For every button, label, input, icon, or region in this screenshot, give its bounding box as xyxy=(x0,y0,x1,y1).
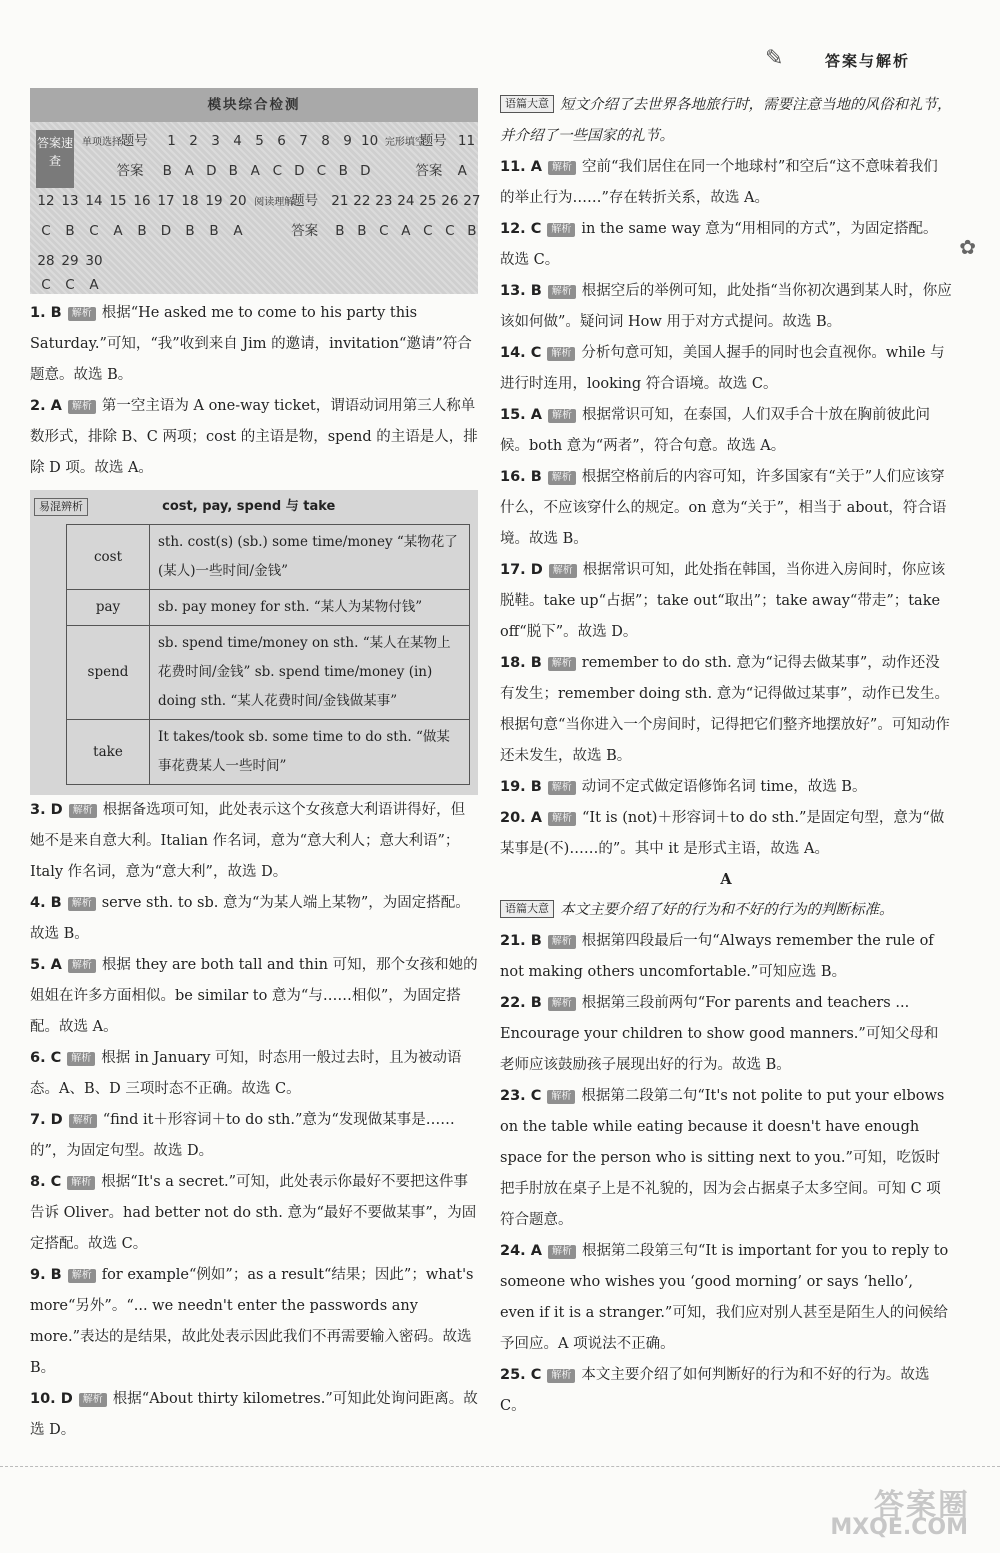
answer-cell: 24 xyxy=(397,193,415,209)
answer-cell: C xyxy=(41,277,51,293)
question-item xyxy=(500,988,952,1081)
answer-cell: 4 xyxy=(233,133,242,149)
question-item xyxy=(30,1384,478,1446)
question-item xyxy=(30,950,478,1043)
analysis-badge: 解析 xyxy=(68,1269,96,1283)
analysis-badge: 解析 xyxy=(549,564,577,578)
question-explanation: 空前“我们居住在同一个地球村”和空后“这不意味着我们的举止行为……”存在转折关系，故选 A。 xyxy=(500,159,938,206)
answer-cell: D xyxy=(206,163,217,179)
answer-cell: A xyxy=(113,223,123,239)
answer-row-6 xyxy=(34,272,474,298)
note-usage: sth. cost(s) (sb.) some time/money “某物花了(某人)一些时间/金钱” xyxy=(150,525,470,590)
question-item xyxy=(30,391,478,484)
note-label: 易混辨析 xyxy=(34,498,88,516)
answer-cell: A xyxy=(89,277,99,293)
answer-cell: 15 xyxy=(109,193,127,209)
answer-row-3: 12 13 14 15 16 17 18 19 20 阅读理解 题号 21 22 23 24 25 26 27 xyxy=(34,188,474,214)
answer-cell: 19 xyxy=(205,193,223,209)
analysis-badge: 解析 xyxy=(547,1090,575,1104)
question-number: 7. D xyxy=(30,1112,63,1128)
note-row xyxy=(67,626,470,720)
answer-cell: 7 xyxy=(299,133,308,149)
answer-cell: 29 xyxy=(61,253,79,269)
question-explanation: 根据第二段第三句“It is important for you to reply to someone who wishes you ‘good morning’ or says ‘hello’, even if it is a stranger.”可知，我们应对别人甚至是陌生人的问候给予回应。A 项说法不正确。 xyxy=(500,1243,949,1352)
answer-cell: C xyxy=(65,277,75,293)
question-explanation: for example“例如”；as a result“结果；因此”；what's more“另外”。“... we needn't enter the passwords any more.”表达的是结果，故此处表示因此我们不再需要输入密码。故选 B。 xyxy=(30,1267,474,1376)
question-item xyxy=(500,772,952,803)
answer-cell: B xyxy=(338,163,348,179)
analysis-badge: 解析 xyxy=(548,657,576,671)
right-question-list-2 xyxy=(500,926,952,1422)
question-item xyxy=(500,400,952,462)
note-head xyxy=(30,496,478,518)
question-item xyxy=(30,1043,478,1105)
answer-cell: A xyxy=(233,223,243,239)
answer-table-title: 模块综合检测 xyxy=(30,88,478,122)
answer-cell: B xyxy=(467,223,477,239)
analysis-badge: 解析 xyxy=(548,781,576,795)
question-explanation: serve sth. to sb. 意为“为某人端上某物”，为固定搭配。故选 B。 xyxy=(30,895,470,942)
question-number: 1. B xyxy=(30,305,62,321)
question-explanation: 根据 in January 可知，时态用一般过去时，且为被动语态。A、B、D 三项时态不正确。故选 C。 xyxy=(30,1050,462,1097)
answer-cell: 22 xyxy=(353,193,371,209)
analysis-badge: 解析 xyxy=(548,812,576,826)
question-number: 10. D xyxy=(30,1391,73,1407)
answer-cell: A xyxy=(250,163,260,179)
question-number: 2. A xyxy=(30,398,62,414)
question-item xyxy=(500,1081,952,1236)
section-letter: A xyxy=(720,871,732,888)
answer-cell: B xyxy=(335,223,345,239)
answer-cell: A xyxy=(401,223,411,239)
answer-quick-table xyxy=(30,88,481,294)
question-explanation: 根据常识可知，在泰国，人们双手合十放在胸前彼此问候。both 意为“两者”，符合句意。故选 A。 xyxy=(500,407,930,454)
analysis-badge: 解析 xyxy=(548,935,576,949)
note-table xyxy=(66,524,470,785)
question-item xyxy=(30,1167,478,1260)
question-number: 23. C xyxy=(500,1088,542,1104)
summary-text: 本文主要介绍了好的行为和不好的行为的判断标准。 xyxy=(560,902,894,918)
question-number: 3. D xyxy=(30,802,63,818)
answer-cell: 18 xyxy=(181,193,199,209)
watermark-logo: 答案圈 xyxy=(874,1488,970,1523)
answer-row-4: C B C A B D B B A 答案 B B C A C C B xyxy=(34,218,474,244)
analysis-badge: 解析 xyxy=(547,347,575,361)
question-explanation: 根据第二段第二句“It's not polite to put your elbows on the table while eating because it doesn't have enough space for the person who is sitting next to you.”可知，吃饭时把手肘放在桌子上是不礼貌的，因为会占据桌子太多空间。可知 C 项符合题意。 xyxy=(500,1088,945,1228)
analysis-badge: 解析 xyxy=(548,409,576,423)
question-explanation: 本文主要介绍了如何判断好的行为和不好的行为。故选 C。 xyxy=(500,1367,930,1414)
answer-cell: 14 xyxy=(85,193,103,209)
question-item xyxy=(500,152,952,214)
summary-label: 语篇大意 xyxy=(500,900,554,918)
question-explanation: 根据“It's a secret.”可知，此处表示你最好不要把这件事告诉 Oliver。had better not do sth. 意为“最好不要做某事”，为固定搭配。故选 C。 xyxy=(30,1174,477,1252)
answer-cell: 13 xyxy=(61,193,79,209)
question-explanation: 分析句意可知，美国人握手的同时也会直视你。while 与进行时连用，looking 符合语境。故选 C。 xyxy=(500,345,945,392)
answer-cell: A xyxy=(184,163,194,179)
answer-cell: C xyxy=(316,163,327,179)
analysis-badge: 解析 xyxy=(69,1114,97,1128)
answer-cell: 20 xyxy=(229,193,247,209)
answer-cell: B xyxy=(185,223,195,239)
watermark-url: MXQE.COM xyxy=(830,1515,968,1540)
question-explanation: remember to do sth. 意为“记得去做某事”，动作还没有发生；remember doing sth. 意为“记得做过某事”，动作已发生。根据句意“当你进入一个房间时，记得把它们整齐地摆放好”。可知动作还未发生，故选 B。 xyxy=(500,655,950,764)
analysis-badge: 解析 xyxy=(548,1245,576,1259)
note-usage: sb. pay money for sth. “某人为某物付钱” xyxy=(150,590,470,626)
question-explanation: 根据空格前后的内容可知，许多国家有“关于”人们应该穿什么，不应该穿什么的规定。on 意为“关于”，相当于 about，符合语境。故选 B。 xyxy=(500,469,947,547)
answer-cell: 2 xyxy=(189,133,198,149)
left-question-list-2 xyxy=(30,795,478,1446)
question-number: 17. D xyxy=(500,562,543,578)
question-item xyxy=(30,795,478,888)
analysis-badge: 解析 xyxy=(548,997,576,1011)
analysis-badge: 解析 xyxy=(548,161,576,175)
analysis-badge: 解析 xyxy=(68,400,96,414)
question-item xyxy=(500,926,952,988)
question-item xyxy=(500,803,952,865)
question-number: 11. A xyxy=(500,159,542,175)
analysis-badge: 解析 xyxy=(548,285,576,299)
question-explanation: 第一空主语为 A one-way ticket，谓语动词用第三人称单数形式，排除 B、C 两项；cost 的主语是物，spend 的主语是人，排除 D 项。故选 A。 xyxy=(30,398,478,476)
answer-cell: C xyxy=(445,223,455,239)
question-number: 9. B xyxy=(30,1267,62,1283)
answer-cell: 27 xyxy=(463,193,481,209)
question-number: 15. A xyxy=(500,407,542,423)
question-explanation: 根据“About thirty kilometres.”可知此处询问距离。故选 D。 xyxy=(30,1391,478,1438)
answer-cell: B xyxy=(357,223,367,239)
answer-cell: D xyxy=(360,163,371,179)
footer-divider xyxy=(0,1466,1000,1467)
note-word: spend xyxy=(67,626,150,720)
note-row xyxy=(67,525,470,590)
question-item xyxy=(500,1236,952,1360)
question-item xyxy=(500,276,952,338)
answer-cell: D xyxy=(294,163,305,179)
question-number: 8. C xyxy=(30,1174,62,1190)
question-number: 25. C xyxy=(500,1367,542,1383)
question-number: 22. B xyxy=(500,995,542,1011)
analysis-badge: 解析 xyxy=(547,1369,575,1383)
question-item xyxy=(500,1360,952,1422)
answer-cell: 6 xyxy=(277,133,286,149)
answer-cell: 21 xyxy=(331,193,349,209)
answer-cell: C xyxy=(89,223,99,239)
question-number: 4. B xyxy=(30,895,62,911)
analysis-badge: 解析 xyxy=(67,1052,95,1066)
question-number: 14. C xyxy=(500,345,542,361)
answer-cell: 1 xyxy=(167,133,176,149)
question-explanation: 动词不定式做定语修饰名词 time，故选 B。 xyxy=(581,779,867,795)
question-number: 5. A xyxy=(30,957,62,973)
note-word: take xyxy=(67,720,150,785)
note-word: cost xyxy=(67,525,150,590)
answer-cell: C xyxy=(272,163,283,179)
question-explanation: 根据备选项可知，此处表示这个女孩意大利语讲得好，但她不是来自意大利。Italian 作名词，意为“意大利人；意大利语”；Italy 作名词，意为“意大利”，故选 D。 xyxy=(30,802,466,880)
analysis-badge: 解析 xyxy=(68,959,96,973)
analysis-badge: 解析 xyxy=(547,223,575,237)
doodle-icon: ✎ xyxy=(765,46,784,71)
answer-cell: B xyxy=(137,223,147,239)
answer-cell: 3 xyxy=(211,133,220,149)
note-usage: It takes/took sb. some time to do sth. “做某事花费某人一些时间” xyxy=(150,720,470,785)
question-number: 16. B xyxy=(500,469,542,485)
question-explanation: in the same way 意为“用相同的方式”，为固定搭配。故选 C。 xyxy=(500,221,938,268)
question-item xyxy=(500,462,952,555)
answer-cell: D xyxy=(160,223,172,239)
analysis-badge: 解析 xyxy=(548,471,576,485)
header-title: 答案与解析 xyxy=(824,52,910,70)
summary-label: 语篇大意 xyxy=(500,95,554,113)
left-question-list-1 xyxy=(30,298,478,484)
question-explanation: “It is (not)＋形容词＋to do sth.”是固定句型，意为“做某事是(不)……的”。其中 it 是形式主语，故选 A。 xyxy=(500,810,945,857)
question-number: 12. C xyxy=(500,221,542,237)
question-item xyxy=(500,338,952,400)
question-explanation: 根据“He asked me to come to his party this Saturday.”可知，“我”收到来自 Jim 的邀请，invitation“邀请”符合题意。故选 B。 xyxy=(30,305,472,383)
question-item xyxy=(30,1105,478,1167)
answer-cell: 26 xyxy=(441,193,459,209)
summary-text: 短文介绍了去世界各地旅行时，需要注意当地的风俗和礼节，并介绍了一些国家的礼节。 xyxy=(500,97,952,144)
analysis-badge: 解析 xyxy=(68,897,96,911)
answer-cell: 9 xyxy=(343,133,352,149)
question-explanation: 根据常识可知，此处指在韩国，当你进入房间时，你应该脱鞋。take up“占据”；take out“取出”；take away“带走”；take off“脱下”。故选 D。 xyxy=(500,562,946,640)
answer-row-1: 单项选择 题号 1 2 3 4 5 6 7 8 9 10 完形填空 题号 11 xyxy=(82,128,474,154)
right-question-list-1 xyxy=(500,152,952,865)
question-explanation: 根据第三段前两句“For parents and teachers ... Encourage your children to show good manners.”可知父母和老师应该鼓励孩子展现出好的行为。故选 B。 xyxy=(500,995,939,1073)
question-item xyxy=(500,648,952,772)
answer-cell: 10 xyxy=(361,133,379,149)
question-item xyxy=(500,214,952,276)
question-number: 6. C xyxy=(30,1050,62,1066)
note-row xyxy=(67,590,470,626)
answer-cell: C xyxy=(379,223,389,239)
question-explanation: “find it＋形容词＋to do sth.”意为“发现做某事是……的”，为固定句型。故选 D。 xyxy=(30,1112,455,1159)
note-usage: sb. spend time/money on sth. “某人在某物上花费时间/金钱” sb. spend time/money (in) doing sth. “某人花费时间/金钱做某事” xyxy=(150,626,470,720)
question-item xyxy=(30,888,478,950)
answer-cell: 16 xyxy=(133,193,151,209)
note-word: pay xyxy=(67,590,150,626)
page-header xyxy=(740,42,970,72)
question-number: 13. B xyxy=(500,283,542,299)
figure-doodle-icon: ✿ xyxy=(959,235,976,259)
note-heading: cost, pay, spend 与 take xyxy=(162,499,336,514)
answer-cell: B xyxy=(209,223,219,239)
passage-summary-1 xyxy=(500,90,952,152)
analysis-badge: 解析 xyxy=(79,1393,107,1407)
answer-cell: 25 xyxy=(419,193,437,209)
question-number: 20. A xyxy=(500,810,542,826)
answer-cell: B xyxy=(65,223,75,239)
answer-cell: 28 xyxy=(37,253,55,269)
answer-cell: 8 xyxy=(321,133,330,149)
right-column xyxy=(500,88,952,1422)
answer-cell: 12 xyxy=(37,193,55,209)
answer-cell: 17 xyxy=(157,193,175,209)
analysis-badge: 解析 xyxy=(67,1176,95,1190)
answer-row-2: 答案 B A D B A C D C B D 答案 A xyxy=(108,158,474,184)
question-item xyxy=(500,555,952,648)
answer-cell: B xyxy=(162,163,172,179)
confusion-note-box xyxy=(30,490,478,795)
question-explanation: 根据第四段最后一句“Always remember the rule of not making others uncomfortable.”可知应选 B。 xyxy=(500,933,934,980)
passage-summary-2 xyxy=(500,895,952,926)
question-number: 18. B xyxy=(500,655,542,671)
question-item xyxy=(30,1260,478,1384)
analysis-badge: 解析 xyxy=(69,804,97,818)
answer-cell: C xyxy=(41,223,51,239)
question-item xyxy=(30,298,478,391)
answer-cell: C xyxy=(423,223,433,239)
answer-cell: B xyxy=(228,163,238,179)
question-explanation: 根据空后的举例可知，此处指“当你初次遇到某人时，你应该如何做”。疑问词 How 用于对方式提问。故选 B。 xyxy=(500,283,952,330)
answer-cell: 30 xyxy=(85,253,103,269)
left-column xyxy=(30,88,481,1446)
question-number: 24. A xyxy=(500,1243,542,1259)
answer-cell: 5 xyxy=(255,133,264,149)
question-number: 21. B xyxy=(500,933,542,949)
analysis-badge: 解析 xyxy=(68,307,96,321)
answer-table-tag: 答案速查 xyxy=(36,130,74,188)
question-explanation: 根据 they are both tall and thin 可知，那个女孩和她的姐姐在许多方面相似。be similar to 意为“与……相似”，为固定搭配。故选 A。 xyxy=(30,957,478,1035)
answer-row-5 xyxy=(34,248,474,274)
note-row xyxy=(67,720,470,785)
answer-cell: 23 xyxy=(375,193,393,209)
question-number: 19. B xyxy=(500,779,542,795)
